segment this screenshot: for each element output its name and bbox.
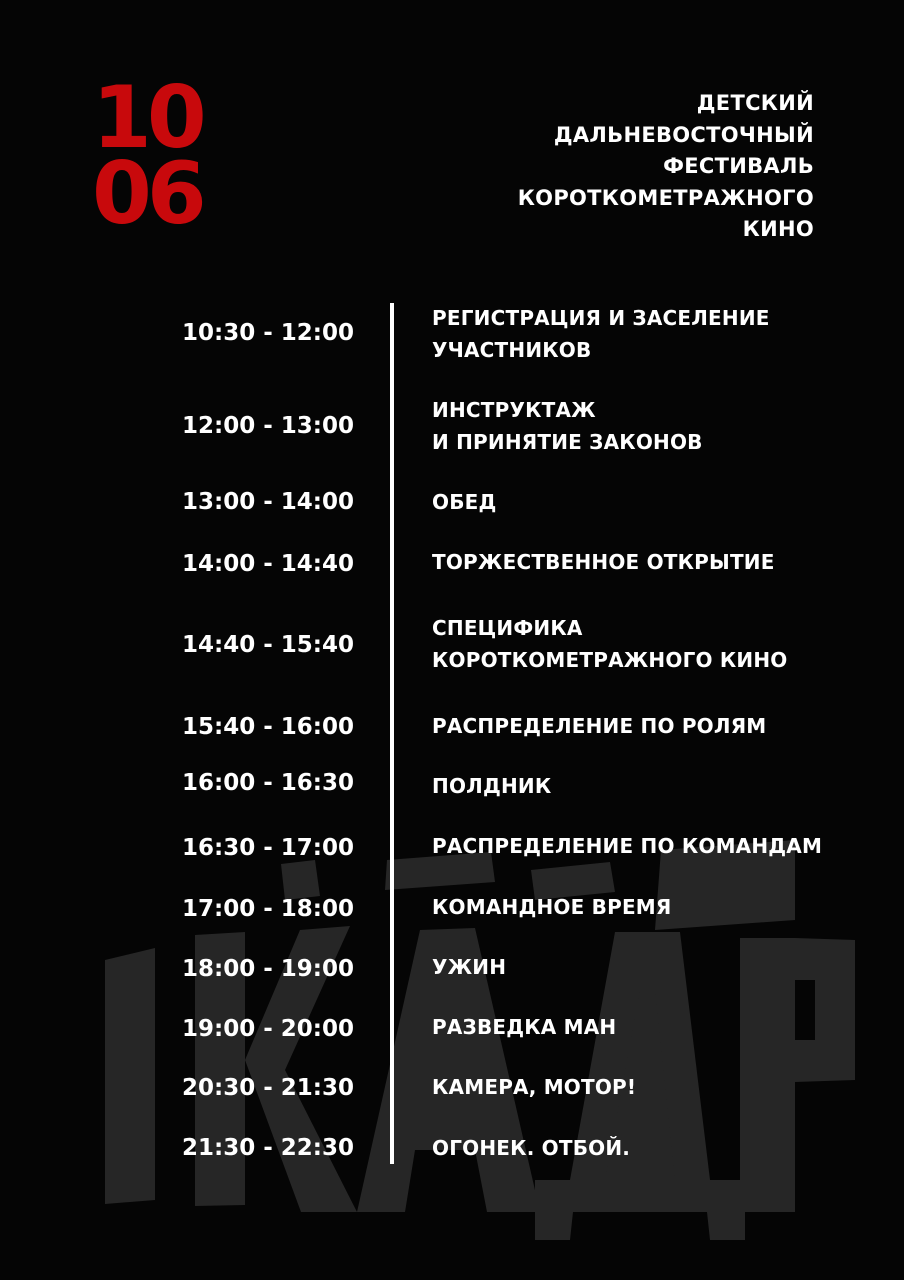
event-date <box>92 68 202 244</box>
schedule-event-line: КОРОТКОМЕТРАЖНОГО КИНО <box>432 648 788 672</box>
schedule-event-line: СПЕЦИФИКА <box>432 616 583 640</box>
date-month: 06 <box>92 144 202 244</box>
schedule-event <box>432 612 892 676</box>
schedule-time: 17:00 - 18:00 <box>182 896 354 922</box>
schedule-event <box>432 830 892 862</box>
schedule-time: 20:30 - 21:30 <box>182 1075 354 1101</box>
schedule-event <box>432 1071 892 1103</box>
schedule-event <box>432 710 892 742</box>
schedule-event <box>432 1011 892 1043</box>
schedule-event <box>432 891 892 923</box>
festival-title-line: ДАЛЬНЕВОСТОЧНЫЙ <box>553 122 814 147</box>
schedule-event-line: ПОЛДНИК <box>432 774 552 798</box>
schedule-time: 15:40 - 16:00 <box>182 714 354 740</box>
schedule-event-line: УЧАСТНИКОВ <box>432 338 592 362</box>
schedule-time: 12:00 - 13:00 <box>182 413 354 439</box>
schedule-time: 18:00 - 19:00 <box>182 956 354 982</box>
schedule-time: 21:30 - 22:30 <box>182 1135 354 1161</box>
schedule-event-line: ОБЕД <box>432 490 497 514</box>
schedule-event-line: УЖИН <box>432 955 507 979</box>
schedule-event-line: РАСПРЕДЕЛЕНИЕ ПО КОМАНДАМ <box>432 834 823 858</box>
schedule-event-line: КАМЕРА, МОТОР! <box>432 1075 637 1099</box>
festival-title <box>394 88 814 246</box>
schedule-time: 16:00 - 16:30 <box>182 770 354 796</box>
schedule-time: 10:30 - 12:00 <box>182 320 354 346</box>
schedule-event-line: РАСПРЕДЕЛЕНИЕ ПО РОЛЯМ <box>432 714 767 738</box>
schedule-event <box>432 394 892 458</box>
schedule-event-line: ТОРЖЕСТВЕННОЕ ОТКРЫТИЕ <box>432 550 775 574</box>
schedule-event <box>432 302 892 366</box>
schedule-event-line: РЕГИСТРАЦИЯ И ЗАСЕЛЕНИЕ <box>432 306 770 330</box>
schedule-event <box>432 951 892 983</box>
festival-title-line: КОРОТКОМЕТРАЖНОГО <box>517 185 814 210</box>
schedule-event <box>432 1132 892 1164</box>
schedule-time: 14:00 - 14:40 <box>182 551 354 577</box>
schedule-time: 16:30 - 17:00 <box>182 835 354 861</box>
date-day: 10 <box>92 68 202 168</box>
schedule-event <box>432 770 892 802</box>
schedule-event <box>432 546 892 578</box>
schedule-event <box>432 486 892 518</box>
schedule-time: 14:40 - 15:40 <box>182 632 354 658</box>
schedule-event-line: РАЗВЕДКА МАН <box>432 1015 617 1039</box>
schedule-time: 19:00 - 20:00 <box>182 1016 354 1042</box>
timeline-divider <box>390 303 394 1164</box>
schedule-event-line: КОМАНДНОЕ ВРЕМЯ <box>432 895 672 919</box>
schedule-event-line: ИНСТРУКТАЖ <box>432 398 596 422</box>
festival-title-line: ДЕТСКИЙ <box>696 91 814 115</box>
festival-title-line: КИНО <box>742 217 814 241</box>
festival-title-line: ФЕСТИВАЛЬ <box>663 154 814 178</box>
schedule-event-line: ОГОНЕК. ОТБОЙ. <box>432 1136 631 1160</box>
schedule-event-line: И ПРИНЯТИЕ ЗАКОНОВ <box>432 430 703 454</box>
schedule-time: 13:00 - 14:00 <box>182 489 354 515</box>
